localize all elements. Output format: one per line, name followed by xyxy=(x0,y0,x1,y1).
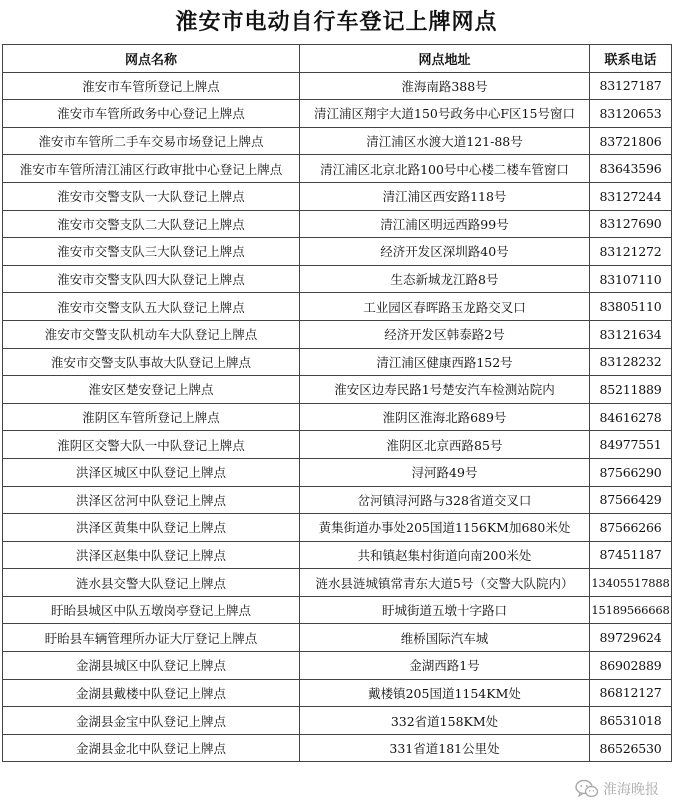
cell-phone: 86812127 xyxy=(590,679,672,707)
table-body xyxy=(3,72,672,762)
cell-address: 清江浦区北京北路100号中心楼二楼车管窗口 xyxy=(300,155,590,183)
watermark xyxy=(575,778,659,800)
cell-name: 洪泽区黄集中队登记上牌点 xyxy=(3,514,300,542)
cell-name: 金湖县金宝中队登记上牌点 xyxy=(3,707,300,735)
cell-address: 黄集街道办事处205国道1156KM加680米处 xyxy=(300,514,590,542)
table-row xyxy=(3,596,672,624)
cell-address: 清江浦区健康西路152号 xyxy=(300,348,590,376)
cell-phone: 86531018 xyxy=(590,707,672,735)
column-header-address: 网点地址 xyxy=(300,45,590,73)
cell-address: 岔河镇浔河路与328省道交叉口 xyxy=(300,486,590,514)
cell-name: 淮安市交警支队二大队登记上牌点 xyxy=(3,210,300,238)
table-row xyxy=(3,458,672,486)
table-row xyxy=(3,100,672,128)
column-header-name: 网点名称 xyxy=(3,45,300,73)
cell-name: 淮安市交警支队三大队登记上牌点 xyxy=(3,238,300,266)
table-row xyxy=(3,210,672,238)
cell-name: 淮安市车管所二手车交易市场登记上牌点 xyxy=(3,127,300,155)
cell-address: 清江浦区水渡大道121-88号 xyxy=(300,127,590,155)
cell-name: 淮安区楚安登记上牌点 xyxy=(3,376,300,404)
table-row xyxy=(3,72,672,100)
cell-address: 盱城街道五墩十字路口 xyxy=(300,596,590,624)
cell-name: 金湖县城区中队登记上牌点 xyxy=(3,652,300,680)
cell-name: 淮安市交警支队机动车大队登记上牌点 xyxy=(3,320,300,348)
cell-phone: 83721806 xyxy=(590,127,672,155)
table-row xyxy=(3,293,672,321)
cell-phone: 85211889 xyxy=(590,376,672,404)
cell-name: 盱眙县车辆管理所办证大厅登记上牌点 xyxy=(3,624,300,652)
cell-phone: 87451187 xyxy=(590,541,672,569)
table-row xyxy=(3,734,672,762)
table-row xyxy=(3,348,672,376)
page-title: 淮安市电动自行车登记上牌网点 xyxy=(175,10,498,35)
cell-name: 淮安市车管所登记上牌点 xyxy=(3,72,300,100)
cell-phone: 87566266 xyxy=(590,514,672,542)
cell-name: 淮安市交警支队五大队登记上牌点 xyxy=(3,293,300,321)
cell-phone: 83107110 xyxy=(590,265,672,293)
table-header-row xyxy=(3,45,672,73)
cell-name: 洪泽区城区中队登记上牌点 xyxy=(3,458,300,486)
registration-points-table xyxy=(2,44,672,762)
cell-name: 淮阴区交警大队一中队登记上牌点 xyxy=(3,431,300,459)
table-row xyxy=(3,431,672,459)
cell-phone: 13405517888 xyxy=(590,569,672,597)
table-row xyxy=(3,127,672,155)
column-header-phone: 联系电话 xyxy=(590,45,672,73)
table-row xyxy=(3,376,672,404)
watermark-text: 淮海晚报 xyxy=(603,782,659,798)
cell-address: 清江浦区明远西路99号 xyxy=(300,210,590,238)
table-row xyxy=(3,541,672,569)
table-row xyxy=(3,265,672,293)
cell-address: 清江浦区西安路118号 xyxy=(300,182,590,210)
cell-phone: 83127187 xyxy=(590,72,672,100)
table-row xyxy=(3,514,672,542)
cell-address: 浔河路49号 xyxy=(300,458,590,486)
cell-address: 戴楼镇205国道1154KM处 xyxy=(300,679,590,707)
cell-name: 洪泽区赵集中队登记上牌点 xyxy=(3,541,300,569)
cell-name: 淮阴区车管所登记上牌点 xyxy=(3,403,300,431)
cell-phone: 83128232 xyxy=(590,348,672,376)
cell-name: 金湖县金北中队登记上牌点 xyxy=(3,734,300,762)
cell-phone: 83127244 xyxy=(590,182,672,210)
cell-address: 工业园区春晖路玉龙路交叉口 xyxy=(300,293,590,321)
cell-name: 淮安市车管所清江浦区行政审批中心登记上牌点 xyxy=(3,155,300,183)
cell-address: 经济开发区深圳路40号 xyxy=(300,238,590,266)
cell-address: 331省道181公里处 xyxy=(300,734,590,762)
cell-phone: 89729624 xyxy=(590,624,672,652)
cell-name: 淮安市交警支队一大队登记上牌点 xyxy=(3,182,300,210)
cell-name: 盱眙县城区中队五墩岗亭登记上牌点 xyxy=(3,596,300,624)
cell-name: 淮安市交警支队事故大队登记上牌点 xyxy=(3,348,300,376)
cell-address: 清江浦区翔宇大道150号政务中心F区15号窗口 xyxy=(300,100,590,128)
table-row xyxy=(3,569,672,597)
cell-phone: 84977551 xyxy=(590,431,672,459)
table-row xyxy=(3,624,672,652)
cell-phone: 87566290 xyxy=(590,458,672,486)
cell-address: 金湖西路1号 xyxy=(300,652,590,680)
cell-address: 涟水县涟城镇常青东大道5号（交警大队院内） xyxy=(300,569,590,597)
cell-address: 淮安区边寿民路1号楚安汽车检测站院内 xyxy=(300,376,590,404)
table-row xyxy=(3,320,672,348)
cell-address: 332省道158KM处 xyxy=(300,707,590,735)
table-row xyxy=(3,182,672,210)
cell-name: 洪泽区岔河中队登记上牌点 xyxy=(3,486,300,514)
cell-phone: 83120653 xyxy=(590,100,672,128)
cell-phone: 87566429 xyxy=(590,486,672,514)
table-row xyxy=(3,486,672,514)
cell-phone: 86526530 xyxy=(590,734,672,762)
wechat-icon xyxy=(575,779,599,799)
cell-phone: 83643596 xyxy=(590,155,672,183)
cell-address: 生态新城龙江路8号 xyxy=(300,265,590,293)
cell-name: 涟水县交警大队登记上牌点 xyxy=(3,569,300,597)
table-row xyxy=(3,238,672,266)
cell-address: 淮阴区淮海北路689号 xyxy=(300,403,590,431)
cell-phone: 83121634 xyxy=(590,320,672,348)
table-row xyxy=(3,155,672,183)
cell-address: 共和镇赵集村街道向南200米处 xyxy=(300,541,590,569)
cell-phone: 15189566668 xyxy=(590,596,672,624)
cell-phone: 84616278 xyxy=(590,403,672,431)
cell-name: 金湖县戴楼中队登记上牌点 xyxy=(3,679,300,707)
cell-address: 淮阴区北京西路85号 xyxy=(300,431,590,459)
cell-phone: 83121272 xyxy=(590,238,672,266)
table-row xyxy=(3,679,672,707)
table-row xyxy=(3,403,672,431)
cell-address: 经济开发区韩泰路2号 xyxy=(300,320,590,348)
table-row xyxy=(3,652,672,680)
cell-name: 淮安市交警支队四大队登记上牌点 xyxy=(3,265,300,293)
table-row xyxy=(3,707,672,735)
cell-address: 淮海南路388号 xyxy=(300,72,590,100)
cell-phone: 83127690 xyxy=(590,210,672,238)
cell-phone: 83805110 xyxy=(590,293,672,321)
cell-name: 淮安市车管所政务中心登记上牌点 xyxy=(3,100,300,128)
cell-phone: 86902889 xyxy=(590,652,672,680)
cell-address: 维桥国际汽车城 xyxy=(300,624,590,652)
